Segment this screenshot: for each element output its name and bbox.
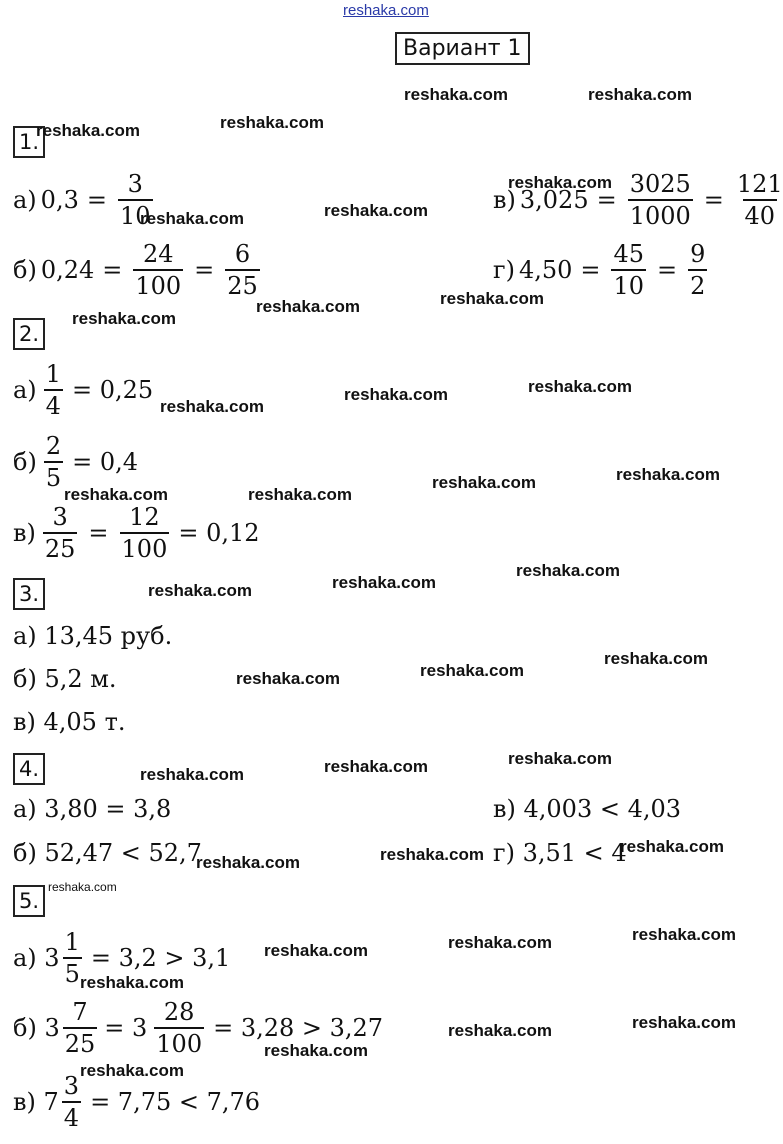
- equals: =: [657, 256, 678, 284]
- task-number-4: 4.: [13, 753, 45, 785]
- fraction: [688, 239, 707, 301]
- variant-title: Вариант 1: [395, 32, 530, 65]
- task4-a: а) 3,80 = 3,8: [13, 795, 172, 823]
- numerator: 24: [142, 240, 174, 268]
- task-number-1: 1.: [13, 126, 45, 158]
- watermark: reshaka.com: [64, 485, 168, 504]
- watermark: reshaka.com: [508, 749, 612, 768]
- watermark: reshaka.com: [604, 649, 708, 668]
- task2-v: [13, 503, 260, 563]
- fraction: [735, 169, 783, 231]
- watermark: reshaka.com: [632, 1013, 736, 1032]
- numerator: 9: [690, 240, 706, 268]
- value: 4,50: [518, 256, 573, 284]
- denominator: 100: [154, 1027, 204, 1059]
- denominator: 1000: [628, 199, 693, 231]
- denominator: 25: [225, 269, 260, 301]
- watermark: reshaka.com: [620, 837, 724, 856]
- equals: =: [580, 256, 601, 284]
- fraction: [43, 502, 78, 564]
- watermark: reshaka.com: [508, 173, 612, 192]
- numerator: 3: [127, 170, 143, 198]
- watermark: reshaka.com: [148, 581, 252, 600]
- watermark: reshaka.com: [432, 473, 536, 492]
- task4-g: г) 3,51 < 4: [493, 839, 627, 867]
- label: в): [13, 519, 36, 547]
- task1-b: [13, 240, 263, 300]
- watermark: reshaka.com: [264, 1041, 368, 1060]
- fraction: [611, 239, 646, 301]
- task-number-5: 5.: [13, 885, 45, 917]
- numerator: 3: [52, 503, 68, 531]
- denominator: 100: [120, 532, 170, 564]
- numerator: 45: [613, 240, 645, 268]
- fraction: [120, 502, 170, 564]
- numerator: 7: [72, 998, 88, 1026]
- watermark: reshaka.com: [140, 209, 244, 228]
- label: б): [13, 256, 37, 284]
- site-link[interactable]: reshaka.com: [343, 2, 429, 19]
- watermark: reshaka.com: [380, 845, 484, 864]
- task4-v: в) 4,003 < 4,03: [493, 795, 682, 823]
- denominator: 40: [743, 199, 778, 231]
- watermark: reshaka.com: [140, 765, 244, 784]
- watermark: reshaka.com: [616, 465, 720, 484]
- numerator: 12: [129, 503, 160, 531]
- equals: =: [194, 256, 215, 284]
- watermark: reshaka.com: [236, 669, 340, 688]
- label: а): [13, 186, 37, 214]
- label: б): [13, 448, 37, 476]
- watermark: reshaka.com: [160, 397, 264, 416]
- watermark: reshaka.com: [48, 880, 117, 894]
- watermark: reshaka.com: [420, 661, 524, 680]
- fraction: [63, 927, 82, 989]
- watermark: reshaka.com: [72, 309, 176, 328]
- whole-part: в) 7: [13, 1088, 59, 1116]
- watermark: reshaka.com: [36, 121, 140, 140]
- value: 0,24: [40, 256, 95, 284]
- fraction: [225, 239, 260, 301]
- watermark: reshaka.com: [516, 561, 620, 580]
- fraction: [44, 359, 63, 421]
- watermark: reshaka.com: [196, 853, 300, 872]
- watermark: reshaka.com: [448, 1021, 552, 1040]
- numerator: 1: [64, 928, 80, 956]
- denominator: 10: [118, 199, 153, 231]
- watermark: reshaka.com: [256, 297, 360, 316]
- whole-part: б) 3: [13, 1014, 60, 1042]
- watermark: reshaka.com: [344, 385, 448, 404]
- watermark: reshaka.com: [332, 573, 436, 592]
- fraction: [133, 239, 183, 301]
- equals: =: [703, 186, 724, 214]
- task3-v: в) 4,05 т.: [13, 708, 126, 736]
- watermark: reshaka.com: [324, 757, 428, 776]
- equals: =: [88, 519, 109, 547]
- denominator: 4: [44, 389, 63, 421]
- result: = 3,2 > 3,1: [90, 944, 231, 972]
- label: в): [493, 186, 516, 214]
- watermark: reshaka.com: [248, 485, 352, 504]
- task1-a: [13, 170, 156, 230]
- task3-a: а) 13,45 руб.: [13, 622, 173, 650]
- denominator: 2: [688, 269, 707, 301]
- numerator: 1: [45, 360, 61, 388]
- denominator: 25: [43, 532, 78, 564]
- value: 3,025: [519, 186, 589, 214]
- numerator: 3: [63, 1072, 80, 1100]
- fraction: [154, 997, 204, 1059]
- task3-b: б) 5,2 м.: [13, 665, 117, 693]
- fraction: [44, 431, 63, 493]
- denominator: 4: [62, 1101, 81, 1133]
- task5-v: [13, 1072, 260, 1132]
- watermark: reshaka.com: [528, 377, 632, 396]
- denominator: 100: [133, 269, 183, 301]
- numerator: 6: [234, 240, 251, 268]
- watermark: reshaka.com: [80, 973, 184, 992]
- task4-b: б) 52,47 < 52,7: [13, 839, 202, 867]
- equals: =: [102, 256, 123, 284]
- result: = 0,25: [71, 376, 154, 404]
- equals: =: [86, 186, 107, 214]
- numerator: 3025: [629, 170, 691, 198]
- watermark: reshaka.com: [440, 289, 544, 308]
- watermark: reshaka.com: [220, 113, 324, 132]
- numerator: 28: [163, 998, 195, 1026]
- task2-a: [13, 360, 153, 420]
- denominator: 5: [44, 461, 63, 493]
- result: = 0,4: [72, 448, 138, 476]
- result: = 7,75 < 7,76: [90, 1088, 261, 1116]
- fraction: [63, 997, 98, 1059]
- denominator: 5: [63, 957, 82, 989]
- task2-b: [13, 432, 138, 492]
- watermark: reshaka.com: [632, 925, 736, 944]
- watermark: reshaka.com: [264, 941, 368, 960]
- watermark: reshaka.com: [448, 933, 552, 952]
- denominator: 25: [63, 1027, 98, 1059]
- watermark: reshaka.com: [80, 1061, 184, 1080]
- fraction: [628, 169, 693, 231]
- mid-expression: = 3: [104, 1014, 148, 1042]
- denominator: 10: [611, 269, 646, 301]
- label: г): [493, 256, 515, 284]
- fraction: [62, 1071, 81, 1133]
- whole-part: а) 3: [13, 944, 60, 972]
- result: = 3,28 > 3,27: [213, 1014, 384, 1042]
- label: а): [13, 376, 37, 404]
- numerator: 2: [45, 432, 62, 460]
- equals: =: [596, 186, 617, 214]
- task-number-3: 3.: [13, 578, 45, 610]
- watermark: reshaka.com: [588, 85, 692, 104]
- value: 0,3: [40, 186, 79, 214]
- numerator: 121: [736, 170, 783, 198]
- watermark: reshaka.com: [324, 201, 428, 220]
- watermark: reshaka.com: [404, 85, 508, 104]
- task-number-2: 2.: [13, 318, 45, 350]
- result: = 0,12: [178, 519, 260, 547]
